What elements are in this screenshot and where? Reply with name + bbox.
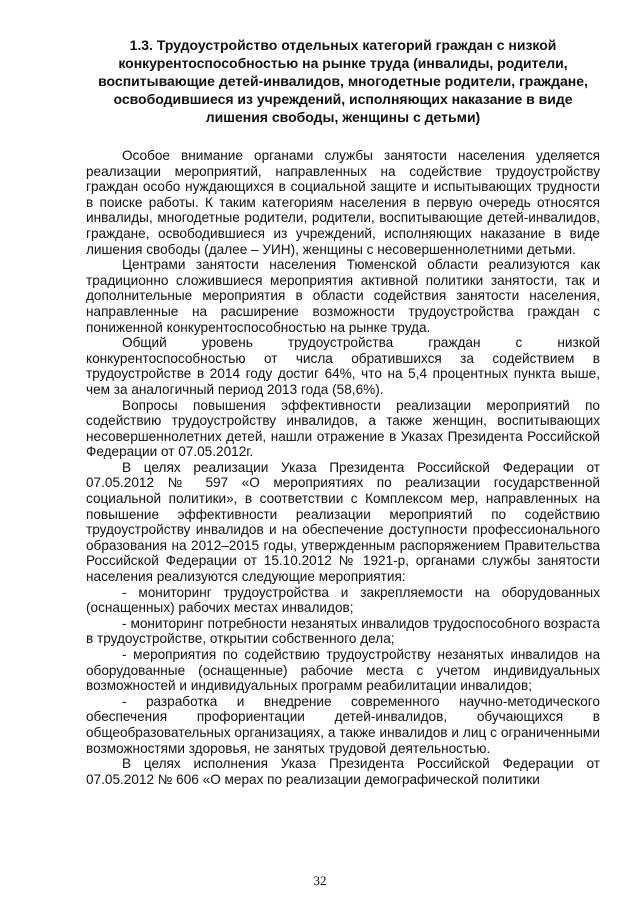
paragraph-level: Общий уровень трудоустройства граждан с низкой конкурентоспособностью от числа обратившихся за содействием в трудоустройстве в 2014 году достиг 64%, что на 5,4 процентных пункта выше, чем за аналогичный период 2013 года (58,6%).	[86, 335, 600, 397]
paragraph-centers: Центрами занятости населения Тюменской области реализуются как традиционно сложившиеся мероприятия активной политики занятости, так и дополнительные мероприятия в области содействия занятости населения, направленные на расширение возможности трудоустройства граждан с пониженной конкурентоспособностью на рынке труда.	[86, 257, 600, 335]
paragraph-intro: Особое внимание органами службы занятости населения уделяется реализации мероприятий, направленных на содействие трудоустройству граждан особо нуждающихся в социальной защите и испытывающих трудности в поиске работы. К таким категориям населения в первую очередь относятся инвалиды, многодетные родители, родители, воспитывающие детей-инвалидов, граждане, освободившиеся из учреждений, исполняющих наказание в виде лишения свободы (далее – УИН), женщины с несовершеннолетними детьми.	[86, 148, 600, 257]
page-number: 32	[313, 873, 327, 888]
section-heading: 1.3. Трудоустройство отдельных категорий граждан с низкой конкурентоспособностью на рынке труда (инвалиды, родители, воспитывающие детей-инвалидов, многодетные родители, граждане, освободившиеся из учреждений, исполняющих наказание в виде лишения свободы, женщины с детьми)	[98, 37, 588, 125]
paragraph-decree-597: В целях реализации Указа Президента Российской Федерации от 07.05.2012 № 597 «О мероприятиях по реализации государственной социальной политики», в соответствии с Комплексом мер, направленных на повышение эффективности реализации мероприятий по содействию трудоустройству инвалидов и на обеспечение доступности профессионального образования на 2012–2015 годы, утвержденным распоряжением Правительства Российской Федерации от 15.10.2012 № 1921-р, органами службы занятости населения реализуются следующие мероприятия:	[86, 459, 600, 585]
paragraph-decree-606: В целях исполнения Указа Президента Российской Федерации от 07.05.2012 № 606 «О мерах по реализации демографической политики	[86, 756, 600, 787]
list-item-monitoring-needs: - мониторинг потребности незанятых инвалидов трудоспособного возраста в трудоустройстве, открытии собственного дела;	[86, 615, 600, 647]
list-item-monitoring-employment: - мониторинг трудоустройства и закрепляемости на оборудованных (оснащенных) рабочих местах инвалидов;	[86, 584, 600, 616]
list-item-career-guidance: - разработка и внедрение современного научно-методического обеспечения профориентации детей-инвалидов, обучающихся в общеобразовательных организациях, а также инвалидов и лиц с ограниченными возможностями здоровья, не занятых трудовой деятельностью.	[86, 693, 600, 756]
list-item-employment-assistance: - мероприятия по содействию трудоустройству незанятых инвалидов на оборудованные (оснащенные) рабочие места с учетом индивидуальных возможностей и индивидуальных программ реабилитации инвалидов;	[86, 647, 600, 694]
body-text	[86, 148, 600, 787]
paragraph-decrees: Вопросы повышения эффективности реализации мероприятий по содействию трудоустройству инвалидов, а также женщин, воспитывающих несовершеннолетних детей, нашли отражение в Указах Президента Российской Федерации от 07.05.2012г.	[86, 397, 600, 460]
